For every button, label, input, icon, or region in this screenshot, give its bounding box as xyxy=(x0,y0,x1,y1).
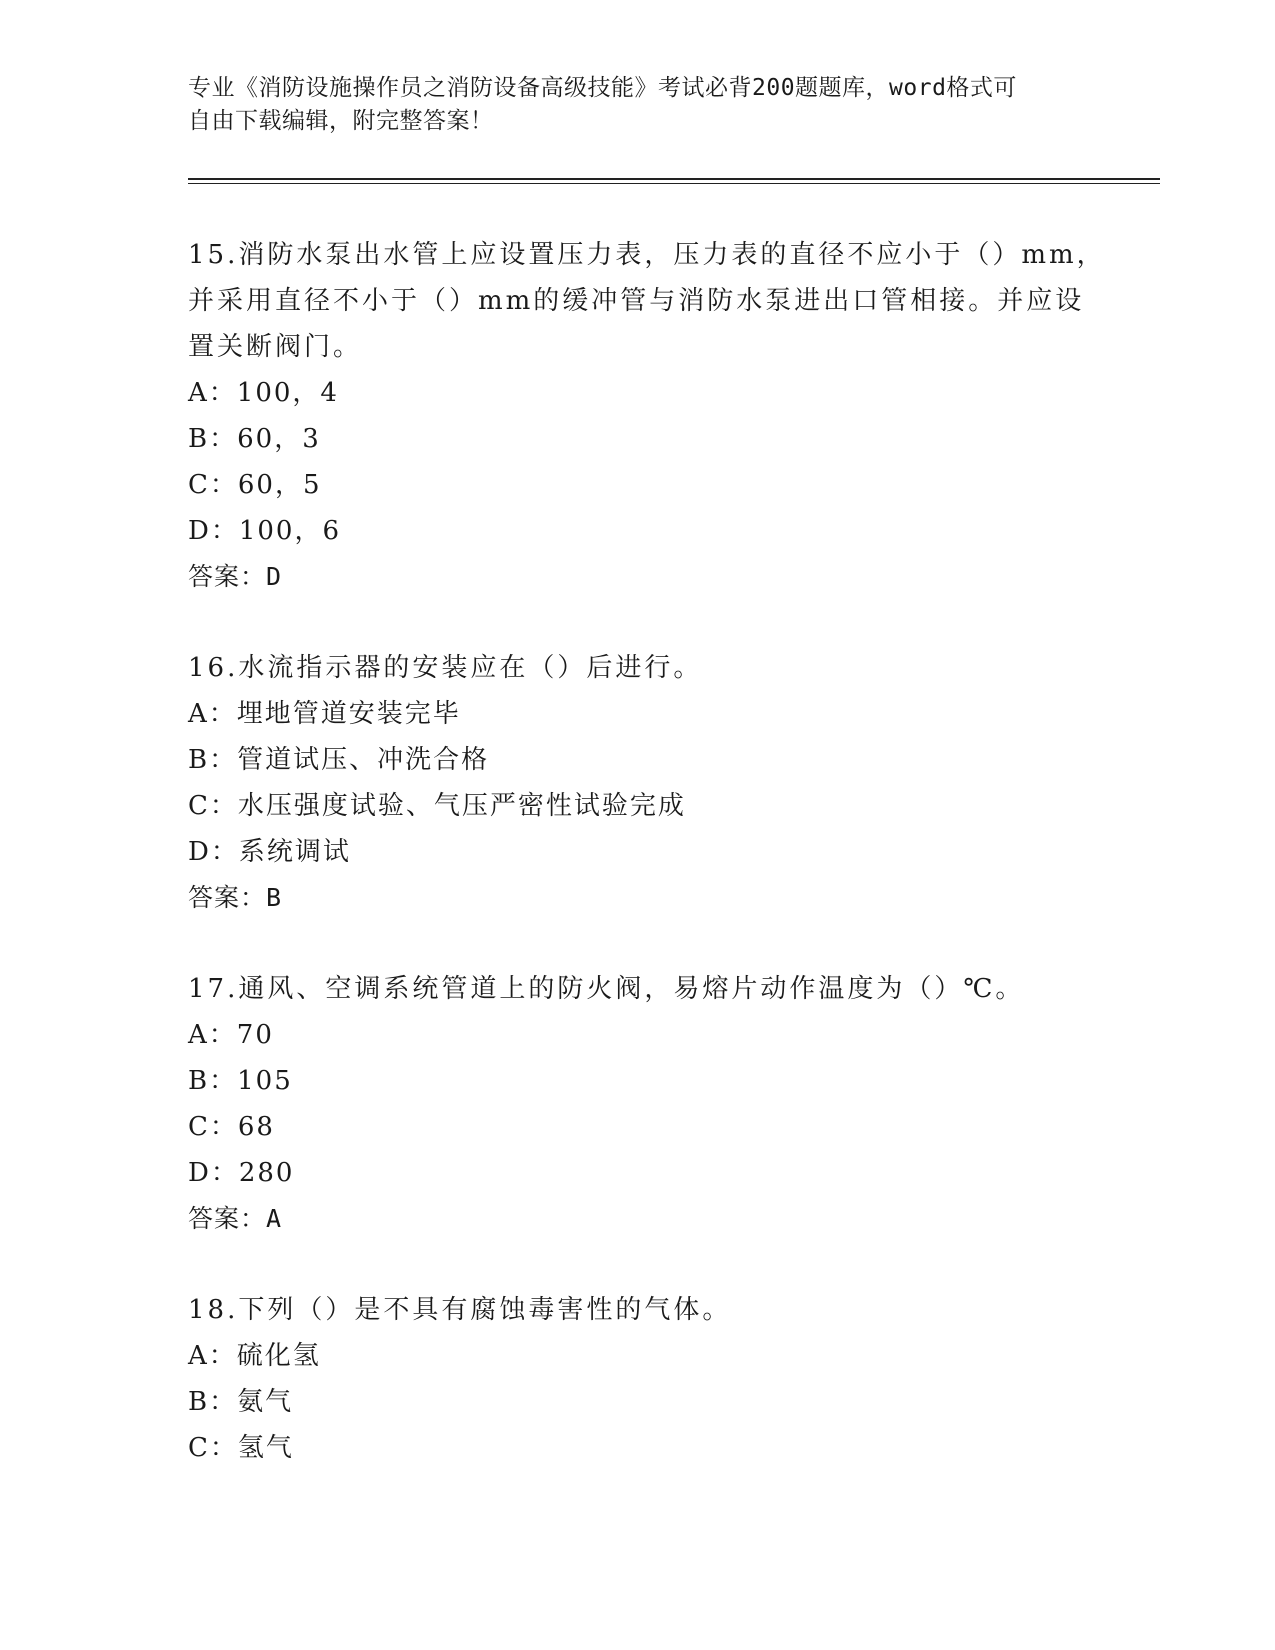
answer-line xyxy=(188,1196,1088,1242)
header-line-1: 专业《消防设施操作员之消防设备高级技能》考试必背200题题库，word格式可 xyxy=(188,75,1017,101)
option-a: A：埋地管道安装完毕 xyxy=(188,699,461,729)
option-d: D：100，6 xyxy=(188,516,342,546)
option-c: C：氢气 xyxy=(188,1433,294,1463)
question-17 xyxy=(188,966,1088,1242)
answer-label: 答案： xyxy=(188,883,267,912)
header-divider-thin xyxy=(188,183,1160,184)
question-text xyxy=(188,1287,1088,1333)
question-text-line: 18.下列（）是不具有腐蚀毒害性的气体。 xyxy=(188,1295,732,1325)
question-18 xyxy=(188,1287,1088,1471)
question-text-line: 置关断阀门。 xyxy=(188,332,363,362)
answer-line xyxy=(188,554,1088,600)
option-c: C：水压强度试验、气压严密性试验完成 xyxy=(188,791,686,821)
option-b: B：105 xyxy=(188,1066,293,1096)
option-b: B：管道试压、冲洗合格 xyxy=(188,745,490,775)
document-header xyxy=(188,72,1068,138)
answer-label: 答案： xyxy=(188,1204,267,1233)
answer-value: A xyxy=(266,1204,283,1233)
question-15 xyxy=(188,232,1106,600)
question-text-line: 15.消防水泵出水管上应设置压力表，压力表的直径不应小于（）mm， xyxy=(188,240,1106,270)
option-b: B：60，3 xyxy=(188,424,321,454)
question-text-line: 17.通风、空调系统管道上的防火阀，易熔片动作温度为（）℃。 xyxy=(188,974,1025,1004)
option-c: C：68 xyxy=(188,1112,275,1142)
answer-line xyxy=(188,875,1088,921)
option-d: D：系统调试 xyxy=(188,837,351,867)
answer-value: B xyxy=(266,883,283,912)
question-text-line: 16.水流指示器的安装应在（）后进行。 xyxy=(188,653,703,683)
question-text-line: 并采用直径不小于（）mm的缓冲管与消防水泵进出口管相接。并应设 xyxy=(188,286,1085,316)
answer-label: 答案： xyxy=(188,562,267,591)
option-a: A：硫化氢 xyxy=(188,1341,321,1371)
header-line-2: 自由下载编辑，附完整答案！ xyxy=(188,108,494,134)
option-c: C：60，5 xyxy=(188,470,322,500)
option-a: A：100，4 xyxy=(188,378,339,408)
option-d: D：280 xyxy=(188,1158,295,1188)
question-text xyxy=(188,232,1106,370)
question-text xyxy=(188,645,1088,691)
option-a: A：70 xyxy=(188,1020,274,1050)
option-b: B：氨气 xyxy=(188,1387,294,1417)
header-divider-thick xyxy=(188,178,1160,180)
question-text xyxy=(188,966,1088,1012)
answer-value: D xyxy=(266,562,283,591)
question-16 xyxy=(188,645,1088,921)
